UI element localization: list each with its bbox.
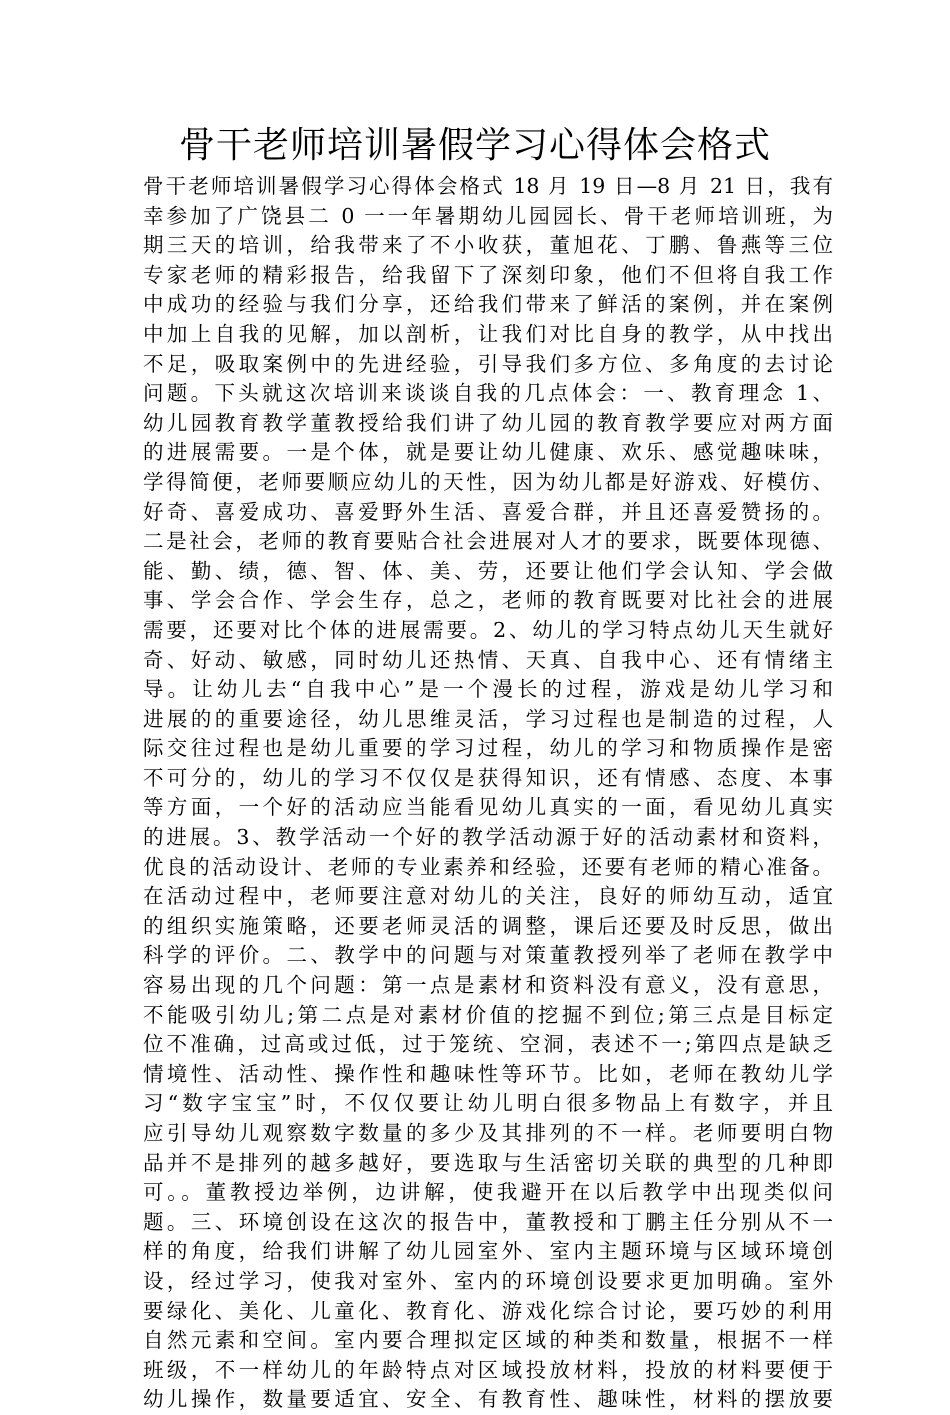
body-line: 不能吸引幼儿;第二点是对素材价值的挖掘不到位;第三点是目标定	[143, 1002, 833, 1027]
body-line: 际交往过程也是幼儿重要的学习过程，幼儿的学习和物质操作是密	[143, 736, 833, 761]
body-line: 题。三、环境创设在这次的报告中，董教授和丁鹏主任分别从不一	[143, 1209, 833, 1234]
body-line: 班级，不一样幼儿的年龄特点对区域投放材料，投放的材料要便于	[143, 1357, 833, 1382]
body-line: 中成功的经验与我们分享，还给我们带来了鲜活的案例，并在案例	[143, 292, 833, 317]
body-line: 习“数字宝宝”时，不仅仅要让幼儿明白很多物品上有数字，并且	[143, 1091, 833, 1116]
body-line: 幸参加了广饶县二 0 一一年暑期幼儿园园长、骨干老师培训班，为	[143, 203, 833, 228]
body-line: 中加上自我的见解，加以剖析，让我们对比自身的教学，从中找出	[143, 321, 833, 346]
body-line: 在活动过程中，老师要注意对幼儿的关注，良好的师幼互动，适宜	[143, 884, 833, 909]
body-line: 优良的活动设计、老师的专业素养和经验，还要有老师的精心准备。	[143, 854, 833, 879]
body-line: 的进展需要。一是个体，就是要让幼儿健康、欢乐、感觉趣味味，	[143, 440, 833, 465]
body-line: 品并不是排列的越多越好，要选取与生活密切关联的典型的几种即	[143, 1150, 833, 1175]
body-line: 的进展。3、教学活动一个好的教学活动源于好的活动素材和资料，	[143, 825, 833, 850]
body-line: 样的角度，给我们讲解了幼儿园室外、室内主题环境与区域环境创	[143, 1239, 833, 1264]
body-line: 幼儿操作，数量要适宜、安全、有教育性、趣味性，材料的摆放要	[143, 1387, 833, 1412]
body-line: 幼儿园教育教学董教授给我们讲了幼儿园的教育教学要应对两方面	[143, 410, 833, 435]
body-line: 容易出现的几个问题：第一点是素材和资料没有意义，没有意思，	[143, 973, 833, 998]
body-line: 事、学会合作、学会生存，总之，老师的教育既要对比社会的进展	[143, 588, 833, 613]
body-line: 等方面，一个好的活动应当能看见幼儿真实的一面，看见幼儿真实	[143, 795, 833, 820]
body-line: 情境性、活动性、操作性和趣味性等环节。比如，老师在教幼儿学	[143, 1061, 833, 1086]
body-line: 位不准确，过高或过低，过于笼统、空洞，表述不一;第四点是缺乏	[143, 1032, 833, 1057]
body-line: 科学的评价。二、教学中的问题与对策董教授列举了老师在教学中	[143, 943, 833, 968]
body-line: 不可分的，幼儿的学习不仅仅是获得知识，还有情感、态度、本事	[143, 765, 833, 790]
body-line: 不足，吸取案例中的先进经验，引导我们多方位、多角度的去讨论	[143, 351, 833, 376]
body-line: 骨干老师培训暑假学习心得体会格式 18 月 19 日—8 月 21 日，我有	[143, 174, 833, 198]
body-line: 自然元素和空间。室内要合理拟定区域的种类和数量，根据不一样	[143, 1328, 833, 1353]
body-line: 设，经过学习，使我对室外、室内的环境创设要求更加明确。室外	[143, 1268, 833, 1293]
body-line: 应引导幼儿观察数字数量的多少及其排列的不一样。老师要明白物	[143, 1121, 833, 1145]
document-title: 骨干老师培训暑假学习心得体会格式	[178, 125, 771, 166]
body-line: 学得简便，老师要顺应幼儿的天性，因为幼儿都是好游戏、好模仿、	[143, 469, 833, 494]
body-line: 需要，还要对比个体的进展需要。2、幼儿的学习特点幼儿天生就好	[143, 617, 833, 642]
body-line: 好奇、喜爱成功、喜爱野外生活、喜爱合群，并且还喜爱赞扬的。	[143, 499, 833, 524]
body-line: 能、勤、绩，德、智、体、美、劳，还要让他们学会认知、学会做	[143, 558, 833, 583]
body-line: 可。。董教授边举例，边讲解，使我避开在以后教学中出现类似问	[143, 1180, 833, 1205]
body-line: 奇、好动、敏感，同时幼儿还热情、天真、自我中心、还有情绪主	[143, 647, 833, 672]
body-line: 导。让幼儿去“自我中心”是一个漫长的过程，游戏是幼儿学习和	[143, 677, 833, 702]
body-line: 要绿化、美化、儿童化、教育化、游戏化综合讨论，要巧妙的利用	[143, 1298, 833, 1323]
document-body	[143, 172, 833, 1415]
body-line: 二是社会，老师的教育要贴合社会进展对人才的要求，既要体现德、	[143, 529, 833, 554]
body-line: 进展的的重要途径，幼儿思维灵活，学习过程也是制造的过程，人	[143, 706, 833, 731]
body-line: 问题。下头就这次培训来谈谈自我的几点体会：一、教育理念 1、	[143, 381, 833, 406]
body-line: 期三天的培训，给我带来了不小收获，董旭花、丁鹏、鲁燕等三位	[143, 233, 833, 258]
body-line: 专家老师的精彩报告，给我留下了深刻印象，他们不但将自我工作	[143, 262, 833, 287]
body-line: 的组织实施策略，还要老师灵活的调整，课后还要及时反思，做出	[143, 913, 833, 938]
